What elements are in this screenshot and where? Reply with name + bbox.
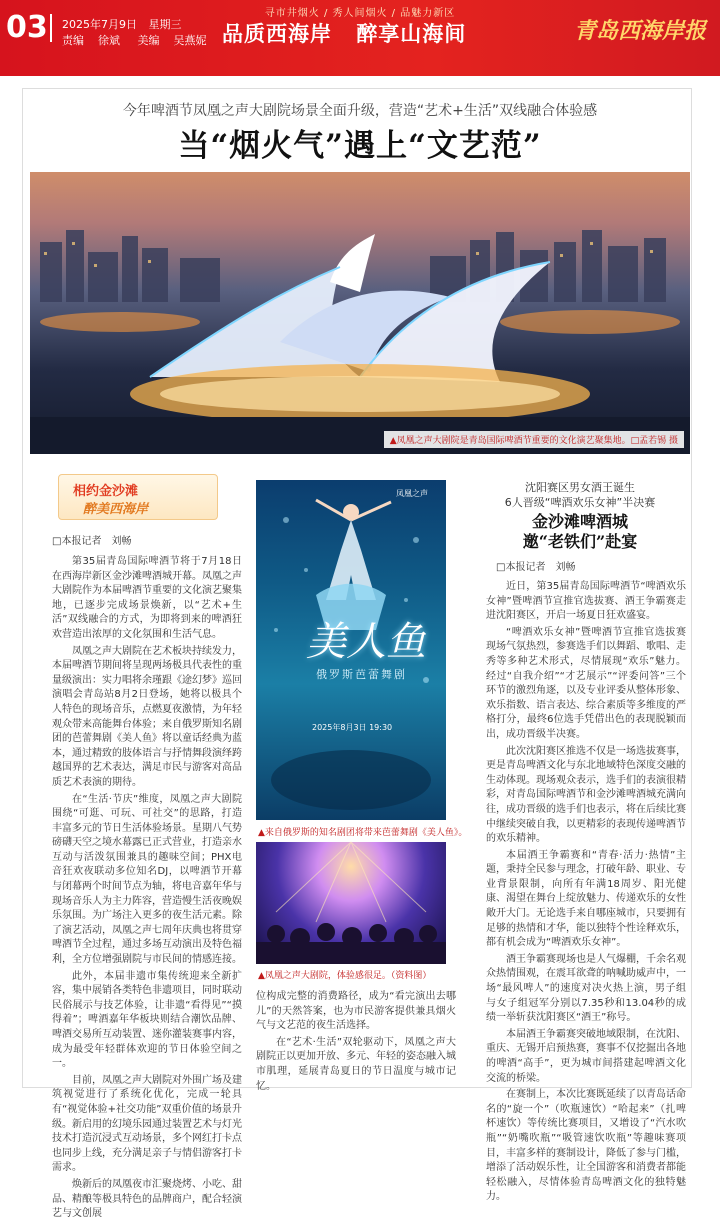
column-logo-line-2: 醉美西海岸 (83, 502, 149, 517)
title-line-1: 金沙滩啤酒城 (531, 512, 628, 531)
article-paragraph: 在“艺术·生活”双轮驱动下，凤凰之声大剧院正以更加开放、多元、年轻的姿态融入城市肌理，延展青岛夏日的节日温度与城市记忆。 (256, 1036, 456, 1092)
page-number-divider (50, 14, 52, 42)
article-paragraph: “啤酒欢乐女神”暨啤酒节宣推官选拔赛现场气氛热烈，参赛选手们以舞蹈、歌唱、走秀等多种艺术形式，尽情展现“欢乐”魅力。经过“自我介绍”“才艺展示”“评委问答”三个环节的激烈角逐，以及专业评委从整体形象、欢乐指数、语言表达、综合素质等多维度的严格打分，最终6位选手凭借出色的表现脱颖而出，成功晋级半决赛。 (486, 626, 686, 740)
middle-article-body (256, 990, 456, 1096)
article-paragraph: 酒王争霸赛现场也是人气爆棚，千余名观众热情围观，在震耳欲聋的呐喊助威声中，一场“最风啤人”的速度对决火热上演，男子组与女子组冠军分别以7.35秒和13.04秒的成绩一举斩获沈阳赛区“酒王”称号。 (486, 953, 686, 1024)
right-article-title (472, 512, 688, 552)
left-byline (52, 532, 131, 547)
header-tagline: 寻市井烟火 / 秀人间烟火 / 品魅力新区 (264, 8, 456, 19)
page-header (0, 0, 720, 76)
slogan-part-2: 醉享山海间 (356, 22, 467, 46)
article-paragraph: 凤凰之声大剧院在艺术板块持续发力，本届啤酒节期间将呈现两场极具代表性的重量级演出：实力唱将余瑾跟《途幻梦》巡回演唱会青岛站8月2日登场，她将以极具个人特色的现场音乐，点燃夏夜激情，为年轻观众带来高能舞台体验；来自俄罗斯知名剧团的芭蕾舞剧《美人鱼》将以童话经典为蓝本，通过精致的肢体语言与抒情舞段演绎跨越国界的艺术表达，满足市民与游客对高品质艺术表演的期待。 (52, 645, 242, 788)
hero-title: 当“烟火气”遇上“文艺范” (178, 128, 542, 164)
article-paragraph: 近日，第35届青岛国际啤酒节“啤酒欢乐女神”暨啤酒节宣推官选拔赛、酒王争霸赛走进沈阳赛区，开启一场夏日狂欢盛宴。 (486, 581, 686, 622)
byline-label: □本报记者 (52, 536, 102, 547)
audience-photo (256, 842, 446, 964)
kicker-line-2: 6人晋级“啤酒欢乐女神”半决赛 (504, 496, 656, 509)
weekday-text: 星期三 (148, 18, 182, 31)
designer-label: 美编 (137, 34, 160, 47)
article-paragraph: 第35届青岛国际啤酒节将于7月18日在西海岸新区金沙滩啤酒城开幕。凤凰之声大剧院作为本届啤酒节重要的文化演艺聚集地，已逐步完成场景焕新，以“艺术+生活”双线融合的方式，为即将到来的啤酒狂欢营造出浓厚的文化氛围和生活气息。 (52, 556, 242, 640)
article-paragraph: 本届酒王争霸赛和“青春·活力·热情”主题，秉持全民参与理念，打破年龄、职业、专业背景限制，向所有年满18周岁、阳光健康、渴望在舞台上绽放魅力、传递欢乐的女性敞开大门。无论选手来自哪座城市，只要拥有足够的热情和才华，能以独特个性诠释欢乐，都有机会成为“啤酒欢乐女神”。 (486, 849, 686, 949)
poster-logo: 凤凰之声 (396, 489, 428, 498)
editor-name: 徐斌 (98, 34, 120, 47)
hero-photo-caption: ▲凤凰之声大剧院是青岛国际啤酒节重要的文化演艺聚集地。□孟若锡 摄 (384, 431, 684, 448)
theatre-illustration (30, 172, 690, 454)
article-paragraph: 在“生活·节庆”维度，凤凰之声大剧院围绕“可逛、可玩、可社交”的思路，打造丰富多元的节日生活体验场景。星期八气势磅礴天空之境水幕露已正式营业，打造亲水互动与活泼氛围兼具的趣味空间；PHX电音狂欢夜联动多位知名DJ，以啤酒节开幕与闭幕两个时间节点为轴，将电音嘉年华与现场音乐人为主力阵容，营造慢生活夜晚娱乐氛围。为广场注入更多的夜生活元素。除了演艺活动，凤凰之声七周年庆典也将贯穿啤酒节全过程，通过多场互动演出及特色福利，全方位增强剧院与市民间的情感连接。 (52, 793, 242, 966)
right-article-kicker (472, 480, 688, 510)
editor-label: 责编 (62, 34, 84, 47)
ballet-poster (256, 480, 446, 820)
designer-name: 吴燕妮 (173, 34, 207, 47)
right-article-body (486, 580, 686, 1207)
column-logo (58, 474, 218, 520)
right-byline (496, 558, 575, 573)
section-slogan (222, 18, 466, 48)
issue-date (62, 16, 190, 32)
slogan-part-1: 品质西海岸 (222, 22, 332, 46)
kicker-line-1: 沈阳赛区男女酒王诞生 (525, 481, 635, 494)
poster-title: 美人鱼 (306, 619, 426, 665)
article-paragraph: 此外，本届非遗市集传统迎来全新扩容，集中展销各类特色非遗项目，同时联动民俗展示与技艺体验，让非遗“看得见”“摸得着”；啤酒嘉年华板块则结合潮饮品牌、啤酒交易所互动装置、迷你灌装赛事内容，成为最受年轻群体欢迎的节日体验空间之一。 (52, 970, 242, 1070)
article-paragraph: 此次沈阳赛区推选不仅是一场选拔赛事，更是青岛啤酒文化与东北地域特色深度交融的生动体现。现场观众表示，选手们的表演很精彩，对青岛国际啤酒节和金沙滩啤酒城充满向往，成功晋级的选手们也表示，将在后续比赛中继续突破自我，以更精彩的表现传递啤酒节的欢乐精神。 (486, 745, 686, 845)
article-paragraph: 焕新后的凤凰夜市汇聚烧烤、小吃、甜品、精酿等极具特色的品牌商户，配合轻演艺与文创展 (52, 1178, 242, 1220)
byline-name: 刘畅 (111, 536, 132, 547)
hero-photo-theatre (30, 172, 690, 454)
article-paragraph: 目前，凤凰之声大剧院对外围广场及建筑视觉进行了系统化优化，完成一轮具有“视觉体验+社交功能”双重价值的场景升级。新启用的幻境乐园通过装置艺术与灯光技术打造沉浸式互动场景，多个网红打卡点也同步上线，充分满足亲子与情侣游客打卡需求。 (52, 1074, 242, 1174)
article-paragraph: 本届酒王争霸赛突破地域限制，在沈阳、重庆、无锡开启预热赛，赛事不仅挖掘出各地的啤酒“高手”，更为城市间搭建起啤酒文化交流的桥梁。 (486, 1028, 686, 1084)
title-line-2: 邀“老铁们”赴宴 (522, 532, 638, 551)
audience-illustration (256, 842, 446, 964)
byline-name: 刘畅 (555, 562, 576, 573)
poster-subtitle: 俄罗斯芭蕾舞剧 (316, 668, 407, 681)
byline-label: □本报记者 (496, 562, 546, 573)
newspaper-brand: 青岛西海岸报 (573, 18, 706, 44)
page-number: 03 (6, 10, 48, 45)
date-text: 2025年7月9日 (62, 18, 137, 31)
article-paragraph: 位构成完整的消费路径，成为“看完演出去哪儿”的天然答案，也为市民游客提供兼具烟火气与文艺范的夜生活选择。 (256, 991, 456, 1032)
poster-date: 2025年8月3日 19:30 (312, 723, 393, 732)
hero-subtitle: 今年啤酒节凤凰之声大剧院场景全面升级，营造“艺术+生活”双线融合体验感 (122, 103, 598, 119)
poster-caption: ▲来自俄罗斯的知名剧团将带来芭蕾舞剧《美人鱼》。 (258, 828, 468, 838)
editor-credits (62, 32, 221, 48)
left-article-body (52, 555, 242, 1224)
audience-photo-caption: ▲凤凰之声大剧院，体验感很足。（资料图） (258, 971, 432, 981)
article-paragraph: 在赛制上，本次比赛既延续了以青岛话命名的“旋一个”（吹瓶速饮）“哈起来”（扎啤杯速饮）等传统比赛项目，又增设了“汽水吹瓶”“奶嘴吹瓶”“吸管速饮吹瓶”等趣味赛项目，丰富多样的赛制设计，降低了参与门槛，增添了活动娱乐性，让全国游客和消费者都能轻松融入，尽情体验青岛啤酒文化的独特魅力。 (486, 1089, 686, 1203)
column-logo-line-1: 相约金沙滩 (73, 484, 139, 499)
